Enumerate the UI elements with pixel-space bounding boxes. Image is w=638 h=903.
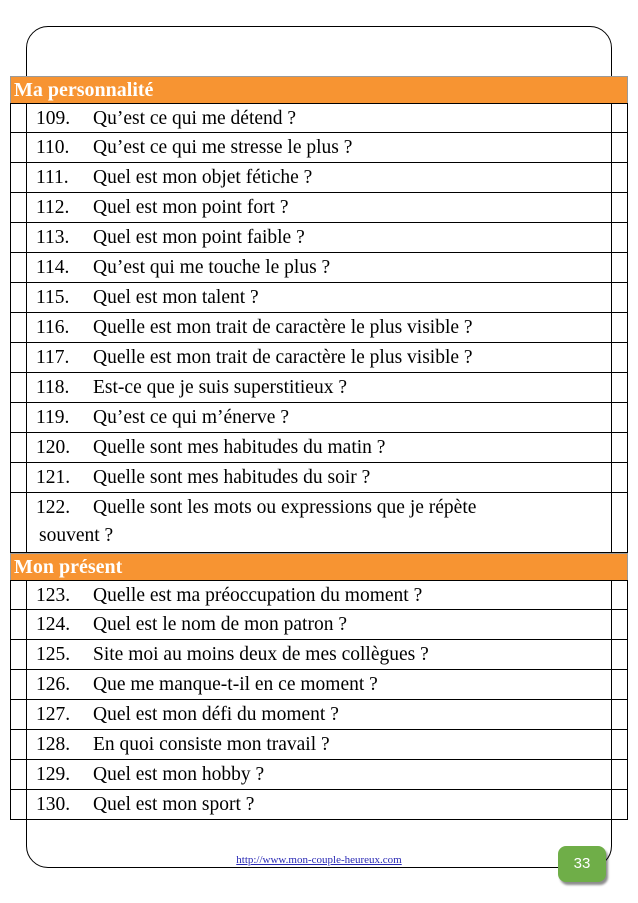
question-list: [10, 76, 628, 820]
list-item: [10, 103, 628, 133]
list-item: [10, 760, 628, 790]
list-item: [10, 610, 628, 640]
item-text: Qu’est ce qui me détend ?: [93, 108, 297, 129]
item-number: 111.: [36, 167, 69, 188]
item-number: 128.: [36, 734, 71, 755]
item-text: Quel est mon point fort ?: [93, 197, 289, 218]
list-item: [10, 193, 628, 223]
item-text: Qu’est ce qui me stresse le plus ?: [93, 137, 353, 158]
item-text: Est-ce que je suis superstitieux ?: [93, 377, 347, 398]
item-text: Que me manque-t-il en ce moment ?: [93, 674, 378, 695]
item-number: 116.: [36, 317, 70, 338]
website-link[interactable]: http://www.mon-couple-heureux.com: [236, 854, 402, 866]
list-item: [10, 580, 628, 610]
item-text: Qu’est qui me touche le plus ?: [93, 257, 331, 278]
item-text: Quelle sont mes habitudes du soir ?: [93, 467, 371, 488]
item-text: Quelle est mon trait de caractère le plus visible ?: [93, 317, 473, 338]
list-item: [10, 433, 628, 463]
list-item: [10, 463, 628, 493]
item-number: 114.: [36, 257, 70, 278]
item-number: 124.: [36, 614, 71, 635]
item-number: 127.: [36, 704, 71, 725]
item-text-continuation: souvent ?: [39, 525, 114, 546]
item-text: En quoi consiste mon travail ?: [93, 734, 330, 755]
list-item: [10, 700, 628, 730]
section-header-personnalite: Ma personnalité: [10, 76, 628, 103]
item-number: 119.: [36, 407, 70, 428]
item-text: Quelle est ma préoccupation du moment ?: [93, 585, 423, 606]
item-text: Quel est mon hobby ?: [93, 764, 265, 785]
item-number: 122.: [36, 497, 71, 518]
item-text: Site moi au moins deux de mes collègues ?: [93, 644, 429, 665]
item-number: 120.: [36, 437, 71, 458]
list-item: [10, 253, 628, 283]
item-number: 117.: [36, 347, 70, 368]
list-item: [10, 313, 628, 343]
list-item: [10, 790, 628, 820]
item-text: Quel est mon objet fétiche ?: [93, 167, 313, 188]
item-text: Qu’est ce qui m’énerve ?: [93, 407, 289, 428]
list-item: [10, 223, 628, 253]
list-item: [10, 163, 628, 193]
page-number-badge: 33: [558, 846, 606, 882]
section-header-present: Mon présent: [10, 553, 628, 580]
item-number: 109.: [36, 108, 71, 129]
list-item: [10, 283, 628, 313]
list-item: [10, 670, 628, 700]
item-number: 113.: [36, 227, 70, 248]
item-number: 121.: [36, 467, 71, 488]
item-text: Quel est le nom de mon patron ?: [93, 614, 347, 635]
item-text: Quel est mon point faible ?: [93, 227, 305, 248]
item-number: 112.: [36, 197, 70, 218]
list-item: [10, 373, 628, 403]
list-item: [10, 403, 628, 433]
item-text: Quel est mon sport ?: [93, 794, 255, 815]
list-item: [10, 730, 628, 760]
item-number: 115.: [36, 287, 70, 308]
list-item: [10, 133, 628, 163]
item-text: Quel est mon défi du moment ?: [93, 704, 339, 725]
item-text: Quelle sont les mots ou expressions que je répète: [93, 497, 477, 518]
item-number: 123.: [36, 585, 71, 606]
list-item: [10, 640, 628, 670]
item-number: 118.: [36, 377, 70, 398]
item-text: Quelle est mon trait de caractère le plus visible ?: [93, 347, 473, 368]
item-number: 130.: [36, 794, 71, 815]
item-text: Quel est mon talent ?: [93, 287, 259, 308]
list-item: [10, 343, 628, 373]
item-text: Quelle sont mes habitudes du matin ?: [93, 437, 386, 458]
list-item: [10, 493, 628, 553]
item-number: 126.: [36, 674, 71, 695]
item-number: 129.: [36, 764, 71, 785]
item-number: 125.: [36, 644, 71, 665]
item-number: 110.: [36, 137, 70, 158]
